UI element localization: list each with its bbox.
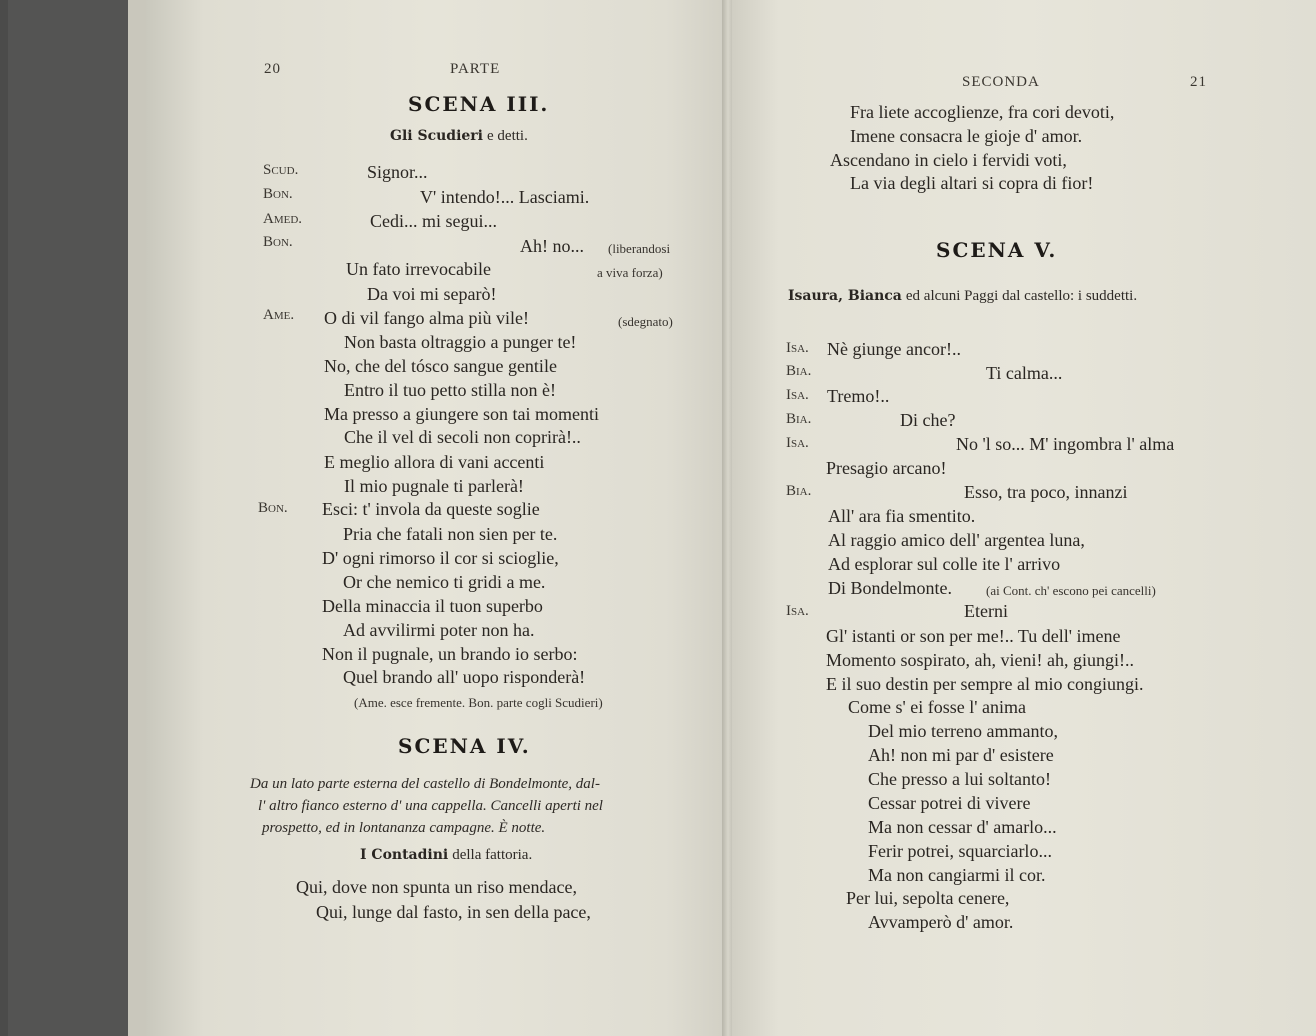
speaker-tag: Bia.: [786, 363, 812, 379]
page-number: 21: [1190, 74, 1207, 90]
stage-direction: (ai Cont. ch' escono pei cancelli): [986, 583, 1156, 598]
stage-direction: (liberandosi: [608, 241, 671, 256]
verse-line: Quel brando all' uopo risponderà!: [343, 667, 586, 687]
speaker-tag: Bon.: [263, 186, 293, 202]
verse-line: E meglio allora di vani accenti: [324, 452, 545, 472]
verse-line: La via degli altari si copra di fior!: [850, 173, 1094, 193]
verse-line: Ma non cangiarmi il cor.: [868, 865, 1046, 885]
verse-line: Un fato irrevocabile: [346, 259, 491, 279]
verse-line: Il mio pugnale ti parlerà!: [344, 476, 524, 496]
cast-note: ed alcuni Paggi dal castello: i suddetti.: [905, 288, 1138, 304]
verse-line: Pria che fatali non sien per te.: [343, 524, 558, 544]
setting-line: l' altro fianco esterno d' una cappella. Cancelli aperti nel: [258, 798, 603, 814]
verse-line: Presagio arcano!: [826, 458, 947, 478]
verse-line: Esci: t' invola da queste soglie: [322, 499, 540, 519]
setting-line: prospetto, ed in lontananza campagne. È notte.: [262, 820, 546, 836]
verse-line: Che il vel di secoli non coprirà!..: [344, 427, 581, 447]
stage-direction: (Ame. esce fremente. Bon. parte cogli Scudieri): [354, 695, 603, 710]
verse-line: All' ara fia smentito.: [828, 506, 976, 526]
speaker-tag: Bia.: [786, 483, 812, 499]
verse-line: Qui, lunge dal fasto, in sen della pace,: [316, 902, 591, 922]
verse-line: Ma non cessar d' amarlo...: [868, 817, 1057, 837]
verse-line: Fra liete accoglienze, fra cori devoti,: [850, 102, 1115, 122]
verse-line: Ah! non mi par d' esistere: [868, 745, 1054, 765]
cast-names: Isaura, Bianca: [788, 288, 902, 304]
verse-line: E il suo destin per sempre al mio congiungi.: [826, 674, 1144, 694]
left-page: [146, 0, 724, 1036]
verse-line: Da voi mi separò!: [367, 284, 497, 304]
speaker-tag: Bon.: [263, 234, 293, 250]
verse-line: Cedi... mi segui...: [370, 211, 497, 231]
scene-4-cast: [360, 846, 532, 864]
verse-line: Imene consacra le gioje d' amor.: [850, 126, 1083, 146]
verse-line: No 'l so... M' ingombra l' alma: [956, 434, 1175, 454]
verse-line: Cessar potrei di vivere: [868, 793, 1031, 813]
verse-line: Non basta oltraggio a punger te!: [344, 332, 577, 352]
verse-line: Momento sospirato, ah, vieni! ah, giungi!..: [826, 650, 1134, 670]
cast-note: e detti.: [487, 128, 528, 144]
verse-line: Ad esplorar sul colle ite l' arrivo: [828, 554, 1061, 574]
speaker-tag: Scud.: [263, 162, 299, 178]
speaker-tag: Isa.: [786, 435, 809, 451]
verse-line: Della minaccia il tuon superbo: [322, 596, 543, 616]
verse-line: O di vil fango alma più vile!: [324, 308, 529, 328]
cover-edge: [8, 0, 128, 1036]
verse-line: Di che?: [900, 410, 956, 430]
speaker-tag: Amed.: [263, 211, 303, 227]
speaker-tag: Isa.: [786, 340, 809, 356]
scene-3-title: SCENA III.: [408, 92, 550, 116]
scene-3-cast: [390, 127, 528, 145]
speaker-tag: Bon.: [258, 500, 288, 516]
verse-line: Or che nemico ti gridi a me.: [343, 572, 546, 592]
cast-note: della fattoria.: [452, 847, 533, 863]
verse-line: Ah! no...: [520, 236, 584, 256]
verse-line: Esso, tra poco, innanzi: [964, 482, 1128, 502]
cast-names: Gli Scudieri: [390, 128, 483, 144]
verse-line: Avvamperò d' amor.: [868, 912, 1014, 932]
scene-5-cast: [788, 287, 1137, 305]
speaker-tag: Isa.: [786, 603, 809, 619]
scene-4-title: SCENA IV.: [398, 734, 531, 758]
verse-line: Ma presso a giungere son tai momenti: [324, 404, 599, 424]
verse-line: D' ogni rimorso il cor si scioglie,: [322, 548, 559, 568]
verse-line: Come s' ei fosse l' anima: [848, 697, 1026, 717]
verse-line: Tremo!..: [827, 386, 890, 406]
verse-line: Che presso a lui soltanto!: [868, 769, 1051, 789]
verse-line: Per lui, sepolta cenere,: [846, 888, 1010, 908]
verse-line: No, che del tósco sangue gentile: [324, 356, 557, 376]
speaker-tag: Bia.: [786, 411, 812, 427]
verse-line: Eterni: [964, 601, 1008, 621]
speaker-tag: Ame.: [263, 307, 295, 323]
verse-line: Ascendano in cielo i fervidi voti,: [830, 150, 1067, 170]
verse-line: Nè giunge ancor!..: [827, 339, 961, 359]
page-number: 20: [264, 61, 281, 77]
verse-line: Ad avvilirmi poter non ha.: [343, 620, 535, 640]
verse-line: Ferir potrei, squarciarlo...: [868, 841, 1052, 861]
scene-5-title: SCENA V.: [936, 238, 1058, 262]
verse-line: Ti calma...: [986, 363, 1063, 383]
verse-line: Gl' istanti or son per me!.. Tu dell' imene: [826, 626, 1121, 646]
right-page: [732, 0, 1316, 1036]
setting-line: Da un lato parte esterna del castello di Bondelmonte, dal-: [250, 776, 600, 792]
running-head: SECONDA: [962, 74, 1040, 90]
verse-line: V' intendo!... Lasciami.: [420, 187, 590, 207]
verse-line: Qui, dove non spunta un riso mendace,: [296, 877, 577, 897]
stage-direction: (sdegnato): [618, 314, 673, 329]
verse-line: Non il pugnale, un brando io serbo:: [322, 644, 578, 664]
verse-line: Signor...: [367, 162, 428, 182]
speaker-tag: Isa.: [786, 387, 809, 403]
cast-names: I Contadini: [360, 847, 449, 863]
verse-line: Del mio terreno ammanto,: [868, 721, 1058, 741]
stage-direction: a viva forza): [597, 265, 663, 280]
verse-line: Entro il tuo petto stilla non è!: [344, 380, 556, 400]
running-head: PARTE: [450, 61, 501, 77]
verse-line: Di Bondelmonte.: [828, 578, 952, 598]
verse-line: Al raggio amico dell' argentea luna,: [828, 530, 1085, 550]
